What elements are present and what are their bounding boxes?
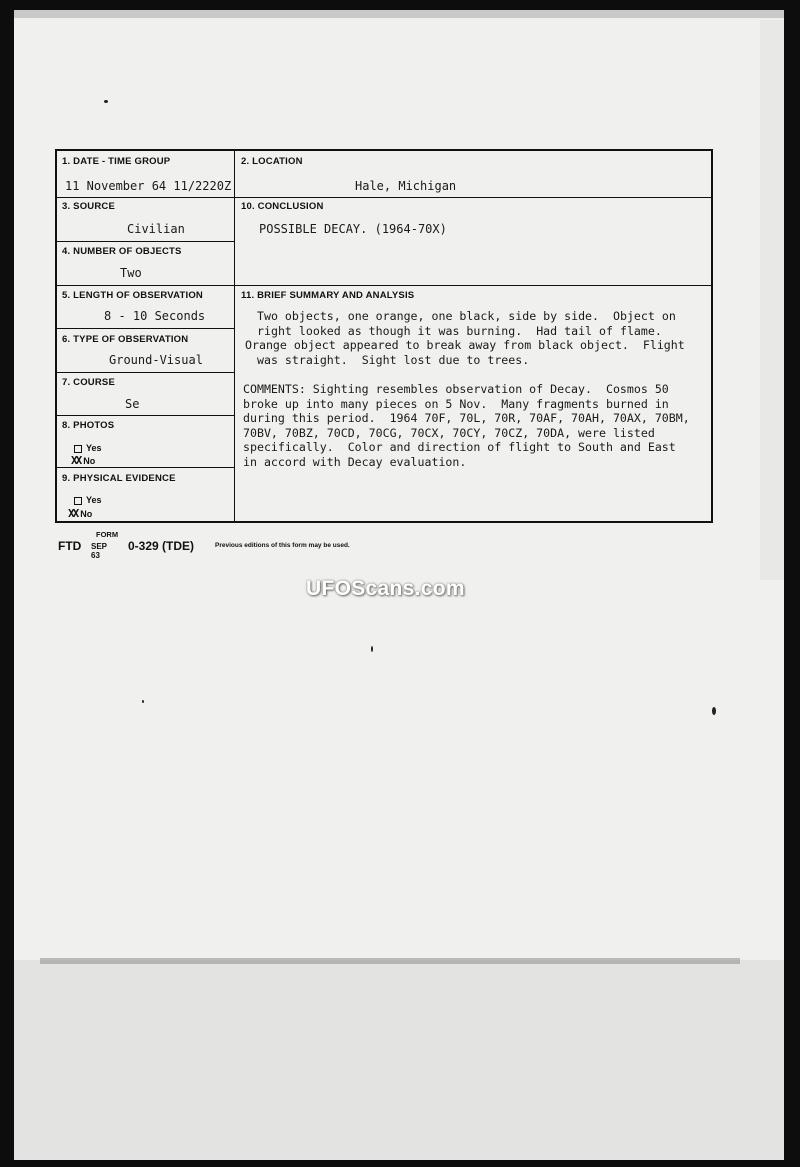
location-value: Hale, Michigan: [355, 179, 457, 193]
comment-line: COMMENTS: Sighting resembles observation of Decay. Cosmos 50: [243, 382, 669, 396]
comment-line: broke up into many pieces on 5 Nov. Many fragments burned in: [243, 396, 669, 411]
date-time-label: 1. DATE - TIME GROUP: [62, 156, 171, 167]
number-of-objects-value: Two: [120, 266, 142, 280]
form-date-code: SEP 63: [91, 542, 107, 560]
number-of-objects-label: 4. NUMBER OF OBJECTS: [62, 246, 182, 257]
page-right-edge: [760, 20, 784, 580]
sheet-edge-shadow: [40, 958, 740, 964]
row-rule-4: [57, 285, 713, 286]
row-rule-7: [57, 415, 234, 416]
comment-line: in accord with Decay evaluation.: [243, 455, 467, 469]
scan-speck: [371, 646, 373, 652]
course-value: Se: [125, 397, 140, 411]
source-label: 3. SOURCE: [62, 201, 116, 212]
scan-speck: [712, 707, 716, 715]
comment-line: during this period. 1964 70F, 70L, 70R, 70AF, 70AH, 70AX, 70BM,: [243, 411, 690, 426]
physical-evidence-yes-option: Yes: [74, 495, 102, 505]
photos-no-option: XX No: [71, 454, 96, 467]
location-label: 2. LOCATION: [241, 156, 303, 167]
type-of-observation-value: Ground-Visual: [109, 353, 203, 367]
comment-line: specifically. Color and direction of flight to South and East: [243, 440, 676, 455]
summary-line: was straight. Sight lost due to trees.: [257, 352, 530, 367]
summary-line: right looked as though it was burning. Had tail of flame.: [257, 323, 662, 338]
row-rule-1: [57, 197, 713, 198]
row-rule-6: [57, 372, 234, 373]
page-top-edge: [14, 10, 784, 18]
photos-yes-option: Yes: [74, 443, 102, 453]
ftd-label: FTD: [58, 539, 82, 553]
scan-speck: [104, 100, 108, 103]
row-rule-3: [57, 241, 234, 242]
comment-line: 70BV, 70BZ, 70CD, 70CG, 70CX, 70CY, 70CZ, 70DA, were listed: [243, 425, 655, 440]
physical-evidence-no-option: XX No: [68, 507, 93, 520]
conclusion-label: 10. CONCLUSION: [241, 201, 324, 212]
conclusion-value: POSSIBLE DECAY. (1964-70X): [259, 222, 447, 236]
watermark-logo: UFOScans.com: [306, 577, 465, 600]
course-label: 7. COURSE: [62, 377, 116, 388]
physical-evidence-label: 9. PHYSICAL EVIDENCE: [62, 473, 176, 484]
previous-editions-note: Previous editions of this form may be used.: [215, 542, 350, 549]
project-record-card: [55, 149, 713, 523]
summary-line: Two objects, one orange, one black, side by side. Object on: [257, 309, 676, 323]
typed-x-mark: XX: [68, 507, 78, 520]
form-word: FORM: [96, 530, 119, 539]
date-time-value: 11 November 64 11/2220Z: [65, 179, 232, 193]
row-rule-5: [57, 328, 234, 329]
typed-x-mark: XX: [71, 454, 81, 467]
row-rule-8: [57, 467, 234, 468]
column-divider: [234, 151, 235, 521]
photos-label: 8. PHOTOS: [62, 420, 115, 431]
length-of-observation-label: 5. LENGTH OF OBSERVATION: [62, 290, 203, 301]
summary-line: Orange object appeared to break away from black object. Flight: [245, 338, 685, 353]
length-of-observation-value: 8 - 10 Seconds: [104, 309, 206, 323]
checkbox-icon: [74, 497, 82, 505]
checkbox-icon: [74, 445, 82, 453]
form-number: 0-329 (TDE): [128, 539, 195, 553]
source-value: Civilian: [127, 222, 185, 236]
scan-speck: [142, 700, 144, 703]
summary-label: 11. BRIEF SUMMARY AND ANALYSIS: [241, 290, 415, 301]
page-lower-sheet: [14, 960, 784, 1160]
type-of-observation-label: 6. TYPE OF OBSERVATION: [62, 334, 189, 345]
